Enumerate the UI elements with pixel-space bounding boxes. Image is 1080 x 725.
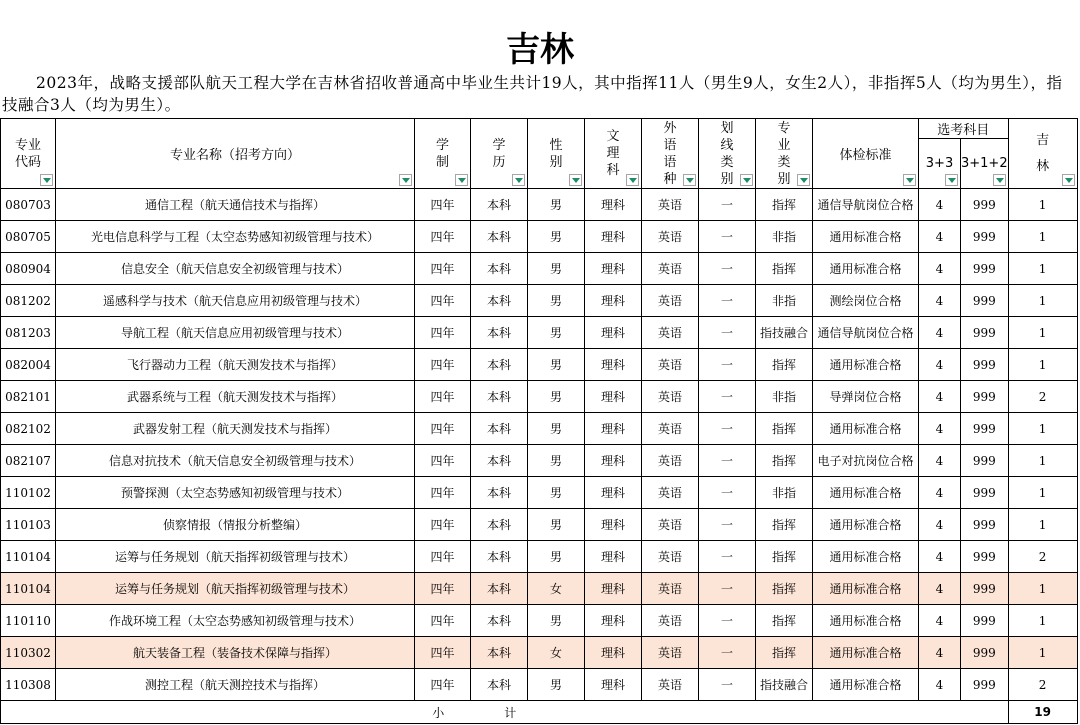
cell-code[interactable]: 080705: [1, 221, 56, 253]
cell-degree[interactable]: 本科: [471, 541, 528, 573]
cell-track[interactable]: 理科: [585, 669, 642, 701]
cell-gender[interactable]: 男: [528, 605, 585, 637]
cell-track[interactable]: 理科: [585, 541, 642, 573]
cell-line[interactable]: 一: [699, 637, 756, 669]
cell-line[interactable]: 一: [699, 413, 756, 445]
cell-s33[interactable]: 4: [919, 509, 961, 541]
cell-gender[interactable]: 男: [528, 509, 585, 541]
cell-language[interactable]: 英语: [642, 317, 699, 349]
cell-physical[interactable]: 测绘岗位合格: [813, 285, 919, 317]
cell-gender[interactable]: 男: [528, 477, 585, 509]
cell-category[interactable]: 指挥: [756, 189, 813, 221]
cell-physical[interactable]: 电子对抗岗位合格: [813, 445, 919, 477]
cell-name[interactable]: 运筹与任务规划（航天指挥初级管理与技术）: [56, 573, 415, 605]
cell-line[interactable]: 一: [699, 317, 756, 349]
cell-line[interactable]: 一: [699, 285, 756, 317]
cell-name[interactable]: 航天装备工程（装备技术保障与指挥）: [56, 637, 415, 669]
cell-count[interactable]: 2: [1008, 669, 1077, 701]
cell-count[interactable]: 1: [1008, 221, 1077, 253]
filter-dropdown-icon[interactable]: [569, 174, 582, 186]
cell-duration[interactable]: 四年: [415, 669, 471, 701]
cell-degree[interactable]: 本科: [471, 477, 528, 509]
cell-gender[interactable]: 男: [528, 317, 585, 349]
table-row: [1, 349, 1078, 381]
cell-code[interactable]: 110110: [1, 605, 56, 637]
table-row: [1, 605, 1078, 637]
cell-physical[interactable]: 通用标准合格: [813, 669, 919, 701]
cell-count[interactable]: 1: [1008, 413, 1077, 445]
subtotal-value: 19: [1008, 701, 1077, 724]
cell-language[interactable]: 英语: [642, 637, 699, 669]
table-row: [1, 509, 1078, 541]
cell-physical[interactable]: 通用标准合格: [813, 477, 919, 509]
cell-s312[interactable]: 999: [961, 253, 1009, 285]
cell-category[interactable]: 非指: [756, 221, 813, 253]
cell-line[interactable]: 一: [699, 445, 756, 477]
filter-dropdown-icon[interactable]: [740, 174, 753, 186]
cell-code[interactable]: 082107: [1, 445, 56, 477]
cell-code[interactable]: 110103: [1, 509, 56, 541]
cell-code[interactable]: 110308: [1, 669, 56, 701]
cell-count[interactable]: 1: [1008, 349, 1077, 381]
cell-track[interactable]: 理科: [585, 317, 642, 349]
filter-dropdown-icon[interactable]: [945, 174, 958, 186]
cell-s33[interactable]: 4: [919, 285, 961, 317]
cell-s312[interactable]: 999: [961, 445, 1009, 477]
cell-count[interactable]: 1: [1008, 445, 1077, 477]
cell-s33[interactable]: 4: [919, 381, 961, 413]
cell-degree[interactable]: 本科: [471, 381, 528, 413]
cell-s33[interactable]: 4: [919, 477, 961, 509]
table-row: [1, 573, 1078, 605]
cell-language[interactable]: 英语: [642, 573, 699, 605]
cell-duration[interactable]: 四年: [415, 477, 471, 509]
cell-gender[interactable]: 男: [528, 253, 585, 285]
filter-dropdown-icon[interactable]: [399, 174, 412, 186]
cell-duration[interactable]: 四年: [415, 253, 471, 285]
cell-language[interactable]: 英语: [642, 349, 699, 381]
cell-gender[interactable]: 女: [528, 637, 585, 669]
cell-category[interactable]: 指挥: [756, 253, 813, 285]
filter-dropdown-icon[interactable]: [1062, 174, 1075, 186]
cell-track[interactable]: 理科: [585, 221, 642, 253]
cell-track[interactable]: 理科: [585, 573, 642, 605]
cell-name[interactable]: 侦察情报（情报分析整编）: [56, 509, 415, 541]
cell-duration[interactable]: 四年: [415, 381, 471, 413]
header-code: 专业代码: [1, 119, 56, 189]
cell-language[interactable]: 英语: [642, 221, 699, 253]
table-row: [1, 477, 1078, 509]
cell-duration[interactable]: 四年: [415, 189, 471, 221]
cell-physical[interactable]: 通用标准合格: [813, 221, 919, 253]
table-row: [1, 445, 1078, 477]
cell-s33[interactable]: 4: [919, 573, 961, 605]
cell-physical[interactable]: 通信导航岗位合格: [813, 189, 919, 221]
cell-gender[interactable]: 男: [528, 221, 585, 253]
cell-s312[interactable]: 999: [961, 605, 1009, 637]
table-row: [1, 381, 1078, 413]
cell-track[interactable]: 理科: [585, 413, 642, 445]
cell-count[interactable]: 1: [1008, 637, 1077, 669]
cell-language[interactable]: 英语: [642, 189, 699, 221]
cell-line[interactable]: 一: [699, 253, 756, 285]
cell-category[interactable]: 指技融合: [756, 669, 813, 701]
cell-name[interactable]: 武器发射工程（航天测发技术与指挥）: [56, 413, 415, 445]
cell-count[interactable]: 1: [1008, 509, 1077, 541]
cell-category[interactable]: 非指: [756, 381, 813, 413]
cell-language[interactable]: 英语: [642, 381, 699, 413]
header-sub-33: 3+3: [919, 139, 961, 189]
cell-degree[interactable]: 本科: [471, 349, 528, 381]
cell-line[interactable]: 一: [699, 573, 756, 605]
cell-count[interactable]: 1: [1008, 189, 1077, 221]
cell-track[interactable]: 理科: [585, 349, 642, 381]
cell-gender[interactable]: 男: [528, 285, 585, 317]
cell-code[interactable]: 080904: [1, 253, 56, 285]
filter-dropdown-icon[interactable]: [993, 174, 1006, 186]
cell-s33[interactable]: 4: [919, 253, 961, 285]
cell-track[interactable]: 理科: [585, 637, 642, 669]
cell-duration[interactable]: 四年: [415, 445, 471, 477]
cell-s312[interactable]: 999: [961, 413, 1009, 445]
cell-category[interactable]: 指挥: [756, 445, 813, 477]
cell-code[interactable]: 082004: [1, 349, 56, 381]
cell-physical[interactable]: 导弹岗位合格: [813, 381, 919, 413]
cell-degree[interactable]: 本科: [471, 637, 528, 669]
cell-gender[interactable]: 男: [528, 541, 585, 573]
cell-count[interactable]: 1: [1008, 573, 1077, 605]
table-row: [1, 413, 1078, 445]
header-name: 专业名称（招考方向）: [56, 119, 415, 189]
cell-track[interactable]: 理科: [585, 509, 642, 541]
cell-category[interactable]: 指挥: [756, 413, 813, 445]
cell-code[interactable]: 082101: [1, 381, 56, 413]
table-row: [1, 285, 1078, 317]
cell-duration[interactable]: 四年: [415, 413, 471, 445]
cell-language[interactable]: 英语: [642, 605, 699, 637]
cell-physical[interactable]: 通用标准合格: [813, 605, 919, 637]
cell-category[interactable]: 非指: [756, 477, 813, 509]
table-row: [1, 189, 1078, 221]
cell-s33[interactable]: 4: [919, 669, 961, 701]
cell-s33[interactable]: 4: [919, 189, 961, 221]
cell-s312[interactable]: 999: [961, 669, 1009, 701]
header-track: 文理科: [585, 119, 642, 189]
cell-track[interactable]: 理科: [585, 381, 642, 413]
cell-duration[interactable]: 四年: [415, 317, 471, 349]
cell-track[interactable]: 理科: [585, 285, 642, 317]
cell-degree[interactable]: 本科: [471, 253, 528, 285]
cell-s312[interactable]: 999: [961, 637, 1009, 669]
cell-s312[interactable]: 999: [961, 381, 1009, 413]
filter-dropdown-icon[interactable]: [626, 174, 639, 186]
cell-duration[interactable]: 四年: [415, 573, 471, 605]
cell-name[interactable]: 武器系统与工程（航天测发技术与指挥）: [56, 381, 415, 413]
cell-language[interactable]: 英语: [642, 285, 699, 317]
intro-paragraph: 2023年，战略支援部队航天工程大学在吉林省招收普通高中毕业生共计19人，其中指挥11人（男生9人，女生2人），非指挥5人（均为男生），指技融合3人（均为男生）。: [2, 74, 1063, 114]
filter-dropdown-icon[interactable]: [455, 174, 468, 186]
cell-gender[interactable]: 男: [528, 413, 585, 445]
cell-physical[interactable]: 通用标准合格: [813, 509, 919, 541]
cell-track[interactable]: 理科: [585, 253, 642, 285]
cell-s33[interactable]: 4: [919, 349, 961, 381]
cell-duration[interactable]: 四年: [415, 349, 471, 381]
cell-s312[interactable]: 999: [961, 541, 1009, 573]
cell-code[interactable]: 082102: [1, 413, 56, 445]
cell-duration[interactable]: 四年: [415, 541, 471, 573]
cell-line[interactable]: 一: [699, 669, 756, 701]
cell-degree[interactable]: 本科: [471, 509, 528, 541]
cell-s33[interactable]: 4: [919, 317, 961, 349]
subtotal-label: 小计: [1, 701, 1009, 724]
cell-count[interactable]: 1: [1008, 317, 1077, 349]
cell-gender[interactable]: 男: [528, 189, 585, 221]
cell-name[interactable]: 通信工程（航天通信技术与指挥）: [56, 189, 415, 221]
cell-code[interactable]: 081202: [1, 285, 56, 317]
header-language: 外语语种: [642, 119, 699, 189]
cell-physical[interactable]: 通用标准合格: [813, 253, 919, 285]
cell-code[interactable]: 110302: [1, 637, 56, 669]
cell-line[interactable]: 一: [699, 605, 756, 637]
cell-gender[interactable]: 男: [528, 669, 585, 701]
cell-name[interactable]: 信息对抗技术（航天信息安全初级管理与技术）: [56, 445, 415, 477]
cell-category[interactable]: 指技融合: [756, 317, 813, 349]
cell-degree[interactable]: 本科: [471, 669, 528, 701]
cell-category[interactable]: 指挥: [756, 637, 813, 669]
cell-s312[interactable]: 999: [961, 509, 1009, 541]
header-line: 划线类别: [699, 119, 756, 189]
cell-category[interactable]: 指挥: [756, 573, 813, 605]
cell-language[interactable]: 英语: [642, 253, 699, 285]
cell-physical[interactable]: 通用标准合格: [813, 541, 919, 573]
table-row: [1, 253, 1078, 285]
cell-name[interactable]: 遥感科学与技术（航天信息应用初级管理与技术）: [56, 285, 415, 317]
filter-dropdown-icon[interactable]: [797, 174, 810, 186]
cell-s33[interactable]: 4: [919, 413, 961, 445]
cell-s33[interactable]: 4: [919, 541, 961, 573]
cell-degree[interactable]: 本科: [471, 221, 528, 253]
cell-degree[interactable]: 本科: [471, 317, 528, 349]
cell-category[interactable]: 指挥: [756, 349, 813, 381]
cell-degree[interactable]: 本科: [471, 189, 528, 221]
cell-degree[interactable]: 本科: [471, 285, 528, 317]
cell-line[interactable]: 一: [699, 541, 756, 573]
cell-language[interactable]: 英语: [642, 445, 699, 477]
cell-name[interactable]: 光电信息科学与工程（太空态势感知初级管理与技术）: [56, 221, 415, 253]
table-row: [1, 541, 1078, 573]
cell-s312[interactable]: 999: [961, 477, 1009, 509]
cell-code[interactable]: 110102: [1, 477, 56, 509]
cell-s312[interactable]: 999: [961, 573, 1009, 605]
cell-count[interactable]: 1: [1008, 253, 1077, 285]
cell-physical[interactable]: 通用标准合格: [813, 573, 919, 605]
cell-language[interactable]: 英语: [642, 669, 699, 701]
cell-physical[interactable]: 通用标准合格: [813, 413, 919, 445]
enrollment-table: [0, 118, 1078, 724]
cell-degree[interactable]: 本科: [471, 573, 528, 605]
header-gender: 性别: [528, 119, 585, 189]
cell-name[interactable]: 信息安全（航天信息安全初级管理与技术）: [56, 253, 415, 285]
cell-category[interactable]: 指挥: [756, 509, 813, 541]
cell-gender[interactable]: 女: [528, 573, 585, 605]
cell-s33[interactable]: 4: [919, 637, 961, 669]
cell-degree[interactable]: 本科: [471, 413, 528, 445]
cell-gender[interactable]: 男: [528, 349, 585, 381]
cell-s33[interactable]: 4: [919, 221, 961, 253]
table-row: [1, 669, 1078, 701]
cell-count[interactable]: 2: [1008, 541, 1077, 573]
cell-track[interactable]: 理科: [585, 445, 642, 477]
cell-line[interactable]: 一: [699, 381, 756, 413]
header-count: 吉林: [1008, 119, 1077, 189]
cell-line[interactable]: 一: [699, 509, 756, 541]
cell-code[interactable]: 110104: [1, 573, 56, 605]
cell-duration[interactable]: 四年: [415, 285, 471, 317]
cell-duration[interactable]: 四年: [415, 509, 471, 541]
cell-s312[interactable]: 999: [961, 285, 1009, 317]
cell-count[interactable]: 1: [1008, 285, 1077, 317]
cell-s312[interactable]: 999: [961, 317, 1009, 349]
cell-physical[interactable]: 通用标准合格: [813, 349, 919, 381]
header-category: 专业类别: [756, 119, 813, 189]
cell-language[interactable]: 英语: [642, 541, 699, 573]
cell-code[interactable]: 110104: [1, 541, 56, 573]
header-duration: 学制: [415, 119, 471, 189]
table-row: [1, 637, 1078, 669]
cell-category[interactable]: 非指: [756, 285, 813, 317]
cell-name[interactable]: 作战环境工程（太空态势感知初级管理与技术）: [56, 605, 415, 637]
cell-language[interactable]: 英语: [642, 477, 699, 509]
cell-track[interactable]: 理科: [585, 189, 642, 221]
cell-s33[interactable]: 4: [919, 445, 961, 477]
cell-name[interactable]: 导航工程（航天信息应用初级管理与技术）: [56, 317, 415, 349]
cell-s33[interactable]: 4: [919, 605, 961, 637]
table-row: [1, 221, 1078, 253]
cell-track[interactable]: 理科: [585, 605, 642, 637]
cell-physical[interactable]: 通信导航岗位合格: [813, 317, 919, 349]
filter-dropdown-icon[interactable]: [40, 174, 53, 186]
cell-name[interactable]: 测控工程（航天测控技术与指挥）: [56, 669, 415, 701]
cell-count[interactable]: 1: [1008, 605, 1077, 637]
cell-language[interactable]: 英语: [642, 509, 699, 541]
cell-duration[interactable]: 四年: [415, 221, 471, 253]
filter-dropdown-icon[interactable]: [903, 174, 916, 186]
header-physical: 体检标准: [813, 119, 919, 189]
cell-degree[interactable]: 本科: [471, 445, 528, 477]
cell-line[interactable]: 一: [699, 189, 756, 221]
cell-name[interactable]: 预警探测（太空态势感知初级管理与技术）: [56, 477, 415, 509]
cell-language[interactable]: 英语: [642, 413, 699, 445]
filter-dropdown-icon[interactable]: [683, 174, 696, 186]
cell-gender[interactable]: 男: [528, 445, 585, 477]
cell-name[interactable]: 运筹与任务规划（航天指挥初级管理与技术）: [56, 541, 415, 573]
cell-duration[interactable]: 四年: [415, 605, 471, 637]
header-degree: 学历: [471, 119, 528, 189]
cell-line[interactable]: 一: [699, 221, 756, 253]
cell-s312[interactable]: 999: [961, 189, 1009, 221]
cell-count[interactable]: 1: [1008, 477, 1077, 509]
cell-line[interactable]: 一: [699, 477, 756, 509]
header-subjects: 选考科目: [919, 119, 1009, 139]
cell-name[interactable]: 飞行器动力工程（航天测发技术与指挥）: [56, 349, 415, 381]
cell-code[interactable]: 080703: [1, 189, 56, 221]
table-row: [1, 317, 1078, 349]
cell-track[interactable]: 理科: [585, 477, 642, 509]
cell-gender[interactable]: 男: [528, 381, 585, 413]
cell-category[interactable]: 指挥: [756, 605, 813, 637]
cell-degree[interactable]: 本科: [471, 605, 528, 637]
cell-code[interactable]: 081203: [1, 317, 56, 349]
header-sub-312: 3+1+2: [961, 139, 1009, 189]
cell-physical[interactable]: 通用标准合格: [813, 637, 919, 669]
cell-s312[interactable]: 999: [961, 349, 1009, 381]
cell-count[interactable]: 2: [1008, 381, 1077, 413]
filter-dropdown-icon[interactable]: [512, 174, 525, 186]
cell-s312[interactable]: 999: [961, 221, 1009, 253]
page-title: 吉林: [506, 30, 574, 70]
cell-duration[interactable]: 四年: [415, 637, 471, 669]
cell-category[interactable]: 指挥: [756, 541, 813, 573]
cell-line[interactable]: 一: [699, 349, 756, 381]
